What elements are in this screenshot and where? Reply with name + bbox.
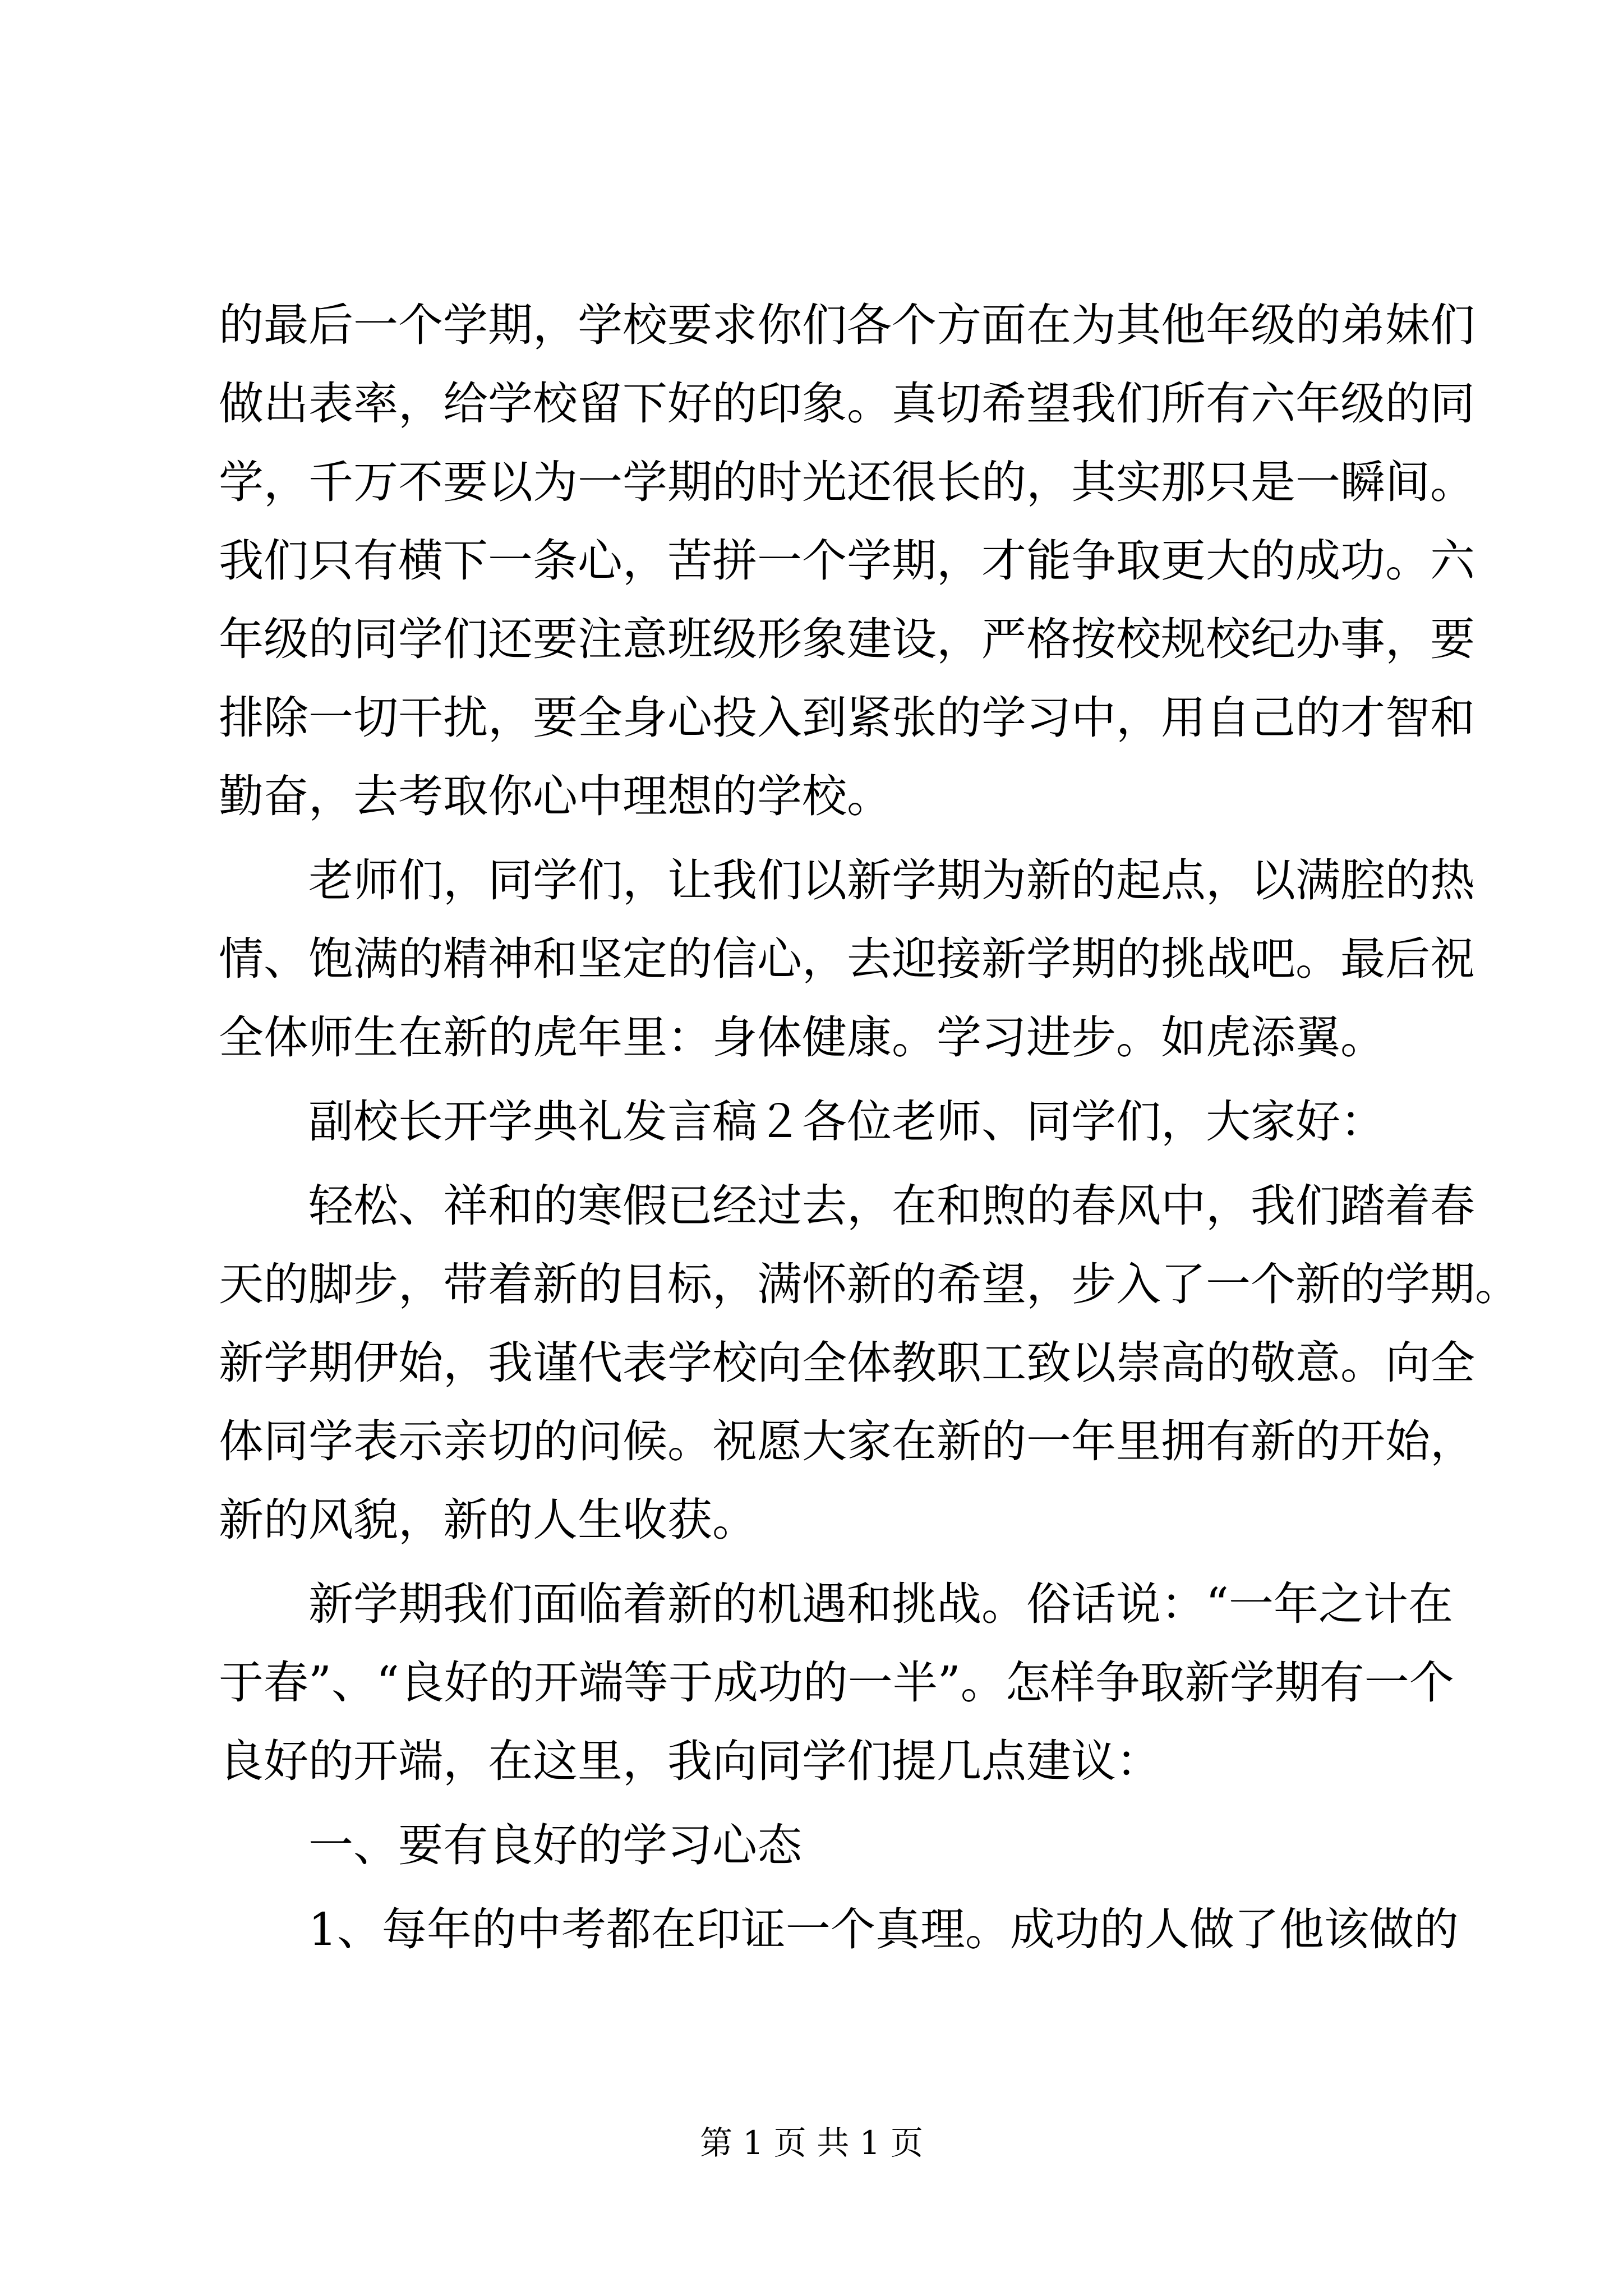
text-line: 的最后一个学期，学校要求你们各个方面在为其他年级的弟妹们 xyxy=(219,299,1475,351)
text-line: 我们只有横下一条心，苦拼一个学期，才能争取更大的成功。六 xyxy=(219,535,1475,587)
text-line: 排除一切干扰，要全身心投入到紧张的学习中，用自己的才智和 xyxy=(219,692,1475,744)
paragraph-start-line: 1、每年的中考都在印证一个真理。成功的人做了他该做的 xyxy=(308,1903,1459,1955)
text-line: 年级的同学们还要注意班级形象建设，严格按校规校纪办事，要 xyxy=(219,613,1475,665)
text-line: 新的风貌，新的人生收获。 xyxy=(219,1494,757,1546)
paragraph-start-line: 轻松、祥和的寒假已经过去，在和煦的春风中，我们踏着春 xyxy=(308,1180,1475,1232)
section-heading: 一、要有良好的学习心态 xyxy=(308,1819,802,1871)
paragraph-start-line: 副校长开学典礼发言稿２各位老师、同学们，大家好： xyxy=(308,1096,1385,1148)
text-line: 做出表率，给学校留下好的印象。真切希望我们所有六年级的同 xyxy=(219,378,1475,430)
text-line: 学，千万不要以为一学期的时光还很长的，其实那只是一瞬间。 xyxy=(219,456,1475,508)
text-line: 勤奋，去考取你心中理想的学校。 xyxy=(219,770,892,822)
paragraph-start-line: 老师们，同学们，让我们以新学期为新的起点，以满腔的热 xyxy=(308,854,1475,907)
text-line: 良好的开端，在这里，我向同学们提几点建议： xyxy=(219,1735,1161,1787)
text-line: 新学期伊始，我谨代表学校向全体教职工致以崇高的敬意。向全 xyxy=(219,1337,1475,1389)
text-line: 情、饱满的精神和坚定的信心，去迎接新学期的挑战吧。最后祝 xyxy=(219,933,1475,985)
text-line: 体同学表示亲切的问候。祝愿大家在新的一年里拥有新的开始， xyxy=(219,1415,1475,1467)
text-line: 全体师生在新的虎年里：身体健康。学习进步。如虎添翼。 xyxy=(219,1011,1385,1064)
text-line: 于春”、“良好的开端等于成功的一半”。怎样争取新学期有一个 xyxy=(219,1657,1454,1709)
text-line: 天的脚步，带着新的目标，满怀新的希望，步入了一个新的学期。 xyxy=(219,1258,1520,1310)
page-number-footer: 第 1 页 共 1 页 xyxy=(700,2124,923,2162)
paragraph-start-line: 新学期我们面临着新的机遇和挑战。俗话说：“一年之计在 xyxy=(308,1578,1453,1630)
